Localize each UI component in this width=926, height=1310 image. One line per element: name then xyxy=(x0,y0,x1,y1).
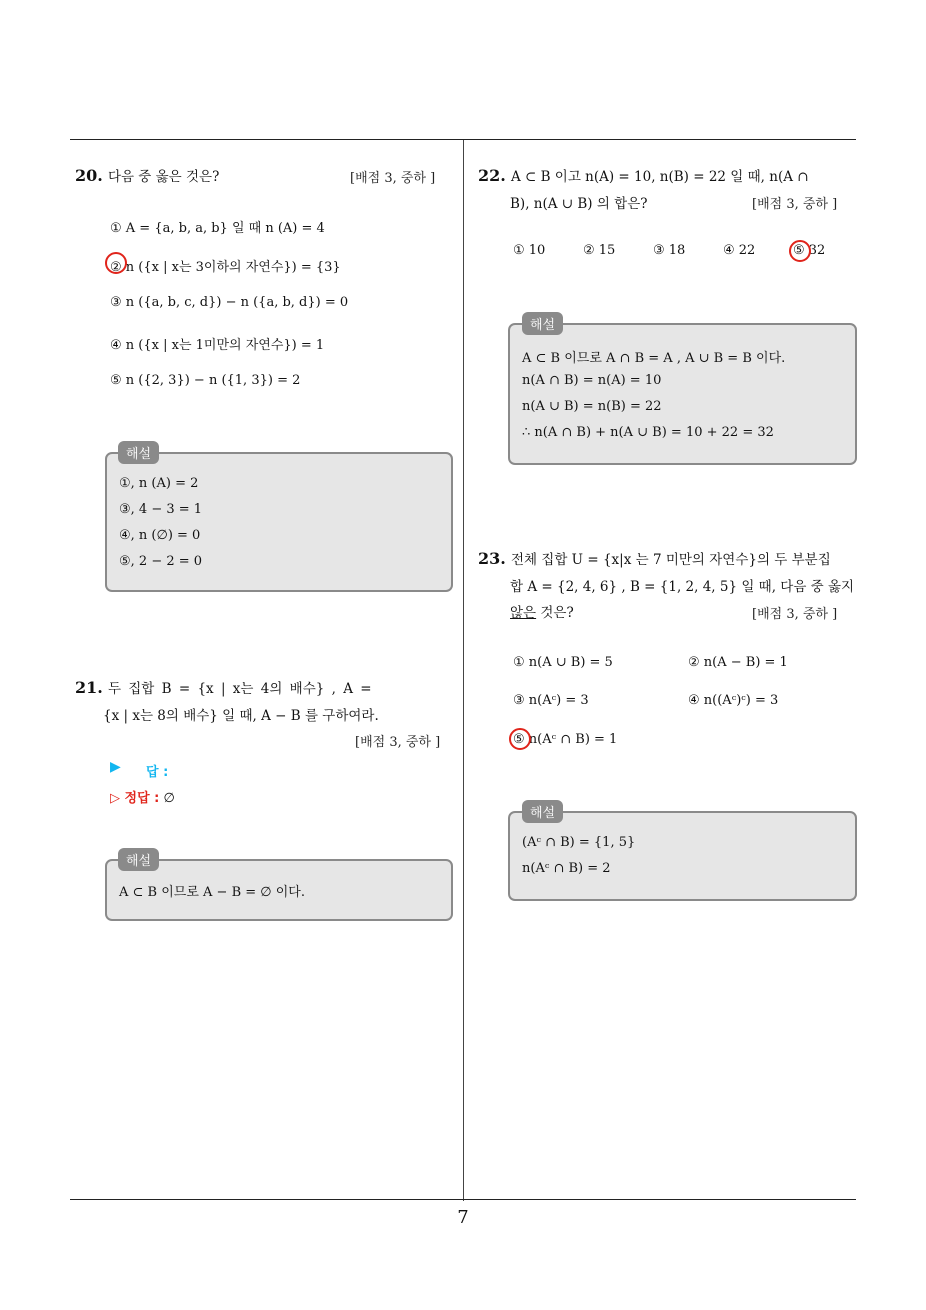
q23-number: 23. xyxy=(478,549,506,568)
q20-header xyxy=(75,165,219,185)
q22-explanation-tag: 해설 xyxy=(522,312,563,335)
q20-explanation-tag: 해설 xyxy=(118,441,159,464)
q21-correct-value: ∅ xyxy=(163,791,175,806)
q21-number: 21. xyxy=(75,678,103,697)
column-divider xyxy=(463,140,464,1201)
q21-correct-label: ▷ 정답 : xyxy=(110,791,160,806)
q22-expl-line-2: n(A ∩ B) = n(A) = 10 xyxy=(522,373,662,388)
q20-option-2[interactable]: ② n ({x | x는 3이하의 자연수}) = {3} xyxy=(110,260,341,275)
q23-explanation-box xyxy=(508,811,857,901)
q20-option-3[interactable]: ③ n ({a, b, c, d}) − n ({a, b, d}) = 0 xyxy=(110,295,349,310)
q21-meta: [배점 3, 중하 ] xyxy=(355,735,441,750)
answer-arrow-icon: ▶ xyxy=(110,759,121,775)
q23-expl-line-2: n(Aᶜ ∩ B) = 2 xyxy=(522,861,611,876)
q23-text-line1: 전체 집합 U = {x|x 는 7 미만의 자연수}의 두 부분집 xyxy=(510,552,831,568)
q22-option-1[interactable]: ① 10 xyxy=(513,243,546,258)
q23-option-2[interactable]: ② n(A − B) = 1 xyxy=(688,655,788,670)
q20-option-4[interactable]: ④ n ({x | x는 1미만의 자연수}) = 1 xyxy=(110,338,325,353)
q21-text-line1: 두 집합 B = {x | x는 4의 배수} , A = xyxy=(107,681,372,697)
q23-option-5[interactable]: ⑤ n(Aᶜ ∩ B) = 1 xyxy=(513,732,618,747)
q23-explanation-tag: 해설 xyxy=(522,800,563,823)
q20-meta: [배점 3, 중하 ] xyxy=(350,171,436,186)
q23-answer-circle xyxy=(509,728,531,750)
q22-option-4[interactable]: ④ 22 xyxy=(723,243,756,258)
q22-text-line2: B), n(A ∪ B) 의 합은? xyxy=(510,196,648,212)
q23-header xyxy=(478,548,831,568)
q21-header xyxy=(75,677,372,697)
q22-explanation-box xyxy=(508,323,857,465)
q20-option-1[interactable]: ① A = {a, b, a, b} 일 때 n (A) = 4 xyxy=(110,221,325,236)
q23-meta: [배점 3, 중하 ] xyxy=(752,607,838,622)
page-number: 7 xyxy=(457,1207,469,1228)
q23-option-4[interactable]: ④ n((Aᶜ)ᶜ) = 3 xyxy=(688,693,779,708)
q20-expl-line-3: ④, n (∅) = 0 xyxy=(119,528,201,543)
q22-expl-line-1: A ⊂ B 이므로 A ∩ B = A , A ∪ B = B 이다. xyxy=(522,351,786,366)
q20-expl-line-1: ①, n (A) = 2 xyxy=(119,476,199,491)
q23-text-line3 xyxy=(510,601,574,621)
q21-expl-line-1: A ⊂ B 이므로 A − B = ∅ 이다. xyxy=(119,885,305,900)
q22-option-3[interactable]: ③ 18 xyxy=(653,243,686,258)
q20-option-5[interactable]: ⑤ n ({2, 3}) − n ({1, 3}) = 2 xyxy=(110,373,301,388)
q20-number: 20. xyxy=(75,166,103,185)
q23-option-1[interactable]: ① n(A ∪ B) = 5 xyxy=(513,655,613,670)
q22-answer-circle xyxy=(789,240,811,262)
q22-expl-line-3: n(A ∪ B) = n(B) = 22 xyxy=(522,399,662,414)
q20-answer-circle xyxy=(105,252,127,274)
q21-text-line2: {x | x는 8의 배수} 일 때, A − B 를 구하여라. xyxy=(103,708,379,724)
q20-explanation-box xyxy=(105,452,453,592)
q23-text-line2: 합 A = {2, 4, 6} , B = {1, 2, 4, 5} 일 때, 다음 중 옳지 xyxy=(510,579,855,595)
bottom-rule xyxy=(70,1199,856,1200)
q21-correct-answer xyxy=(110,787,175,806)
q22-header xyxy=(478,165,809,185)
q22-option-2[interactable]: ② 15 xyxy=(583,243,616,258)
q22-option-5[interactable]: ⑤ 32 xyxy=(793,243,826,258)
q23-underlined-word: 않은 xyxy=(510,605,537,621)
q21-answer-label: 답 : xyxy=(146,765,169,780)
q23-text-line3-rest: 것은? xyxy=(536,605,574,621)
q20-expl-line-2: ③, 4 − 3 = 1 xyxy=(119,502,203,517)
q20-expl-line-4: ⑤, 2 − 2 = 0 xyxy=(119,554,203,569)
q23-option-3[interactable]: ③ n(Aᶜ) = 3 xyxy=(513,693,589,708)
q22-number: 22. xyxy=(478,166,506,185)
q22-text-line1: A ⊂ B 이고 n(A) = 10, n(B) = 22 일 때, n(A ∩ xyxy=(510,169,809,185)
q20-text: 다음 중 옳은 것은? xyxy=(107,169,220,185)
q21-explanation-tag: 해설 xyxy=(118,848,159,871)
q22-meta: [배점 3, 중하 ] xyxy=(752,197,838,212)
q23-expl-line-1: (Aᶜ ∩ B) = {1, 5} xyxy=(522,835,636,850)
q22-expl-line-4: ∴ n(A ∩ B) + n(A ∪ B) = 10 + 22 = 32 xyxy=(522,425,774,440)
